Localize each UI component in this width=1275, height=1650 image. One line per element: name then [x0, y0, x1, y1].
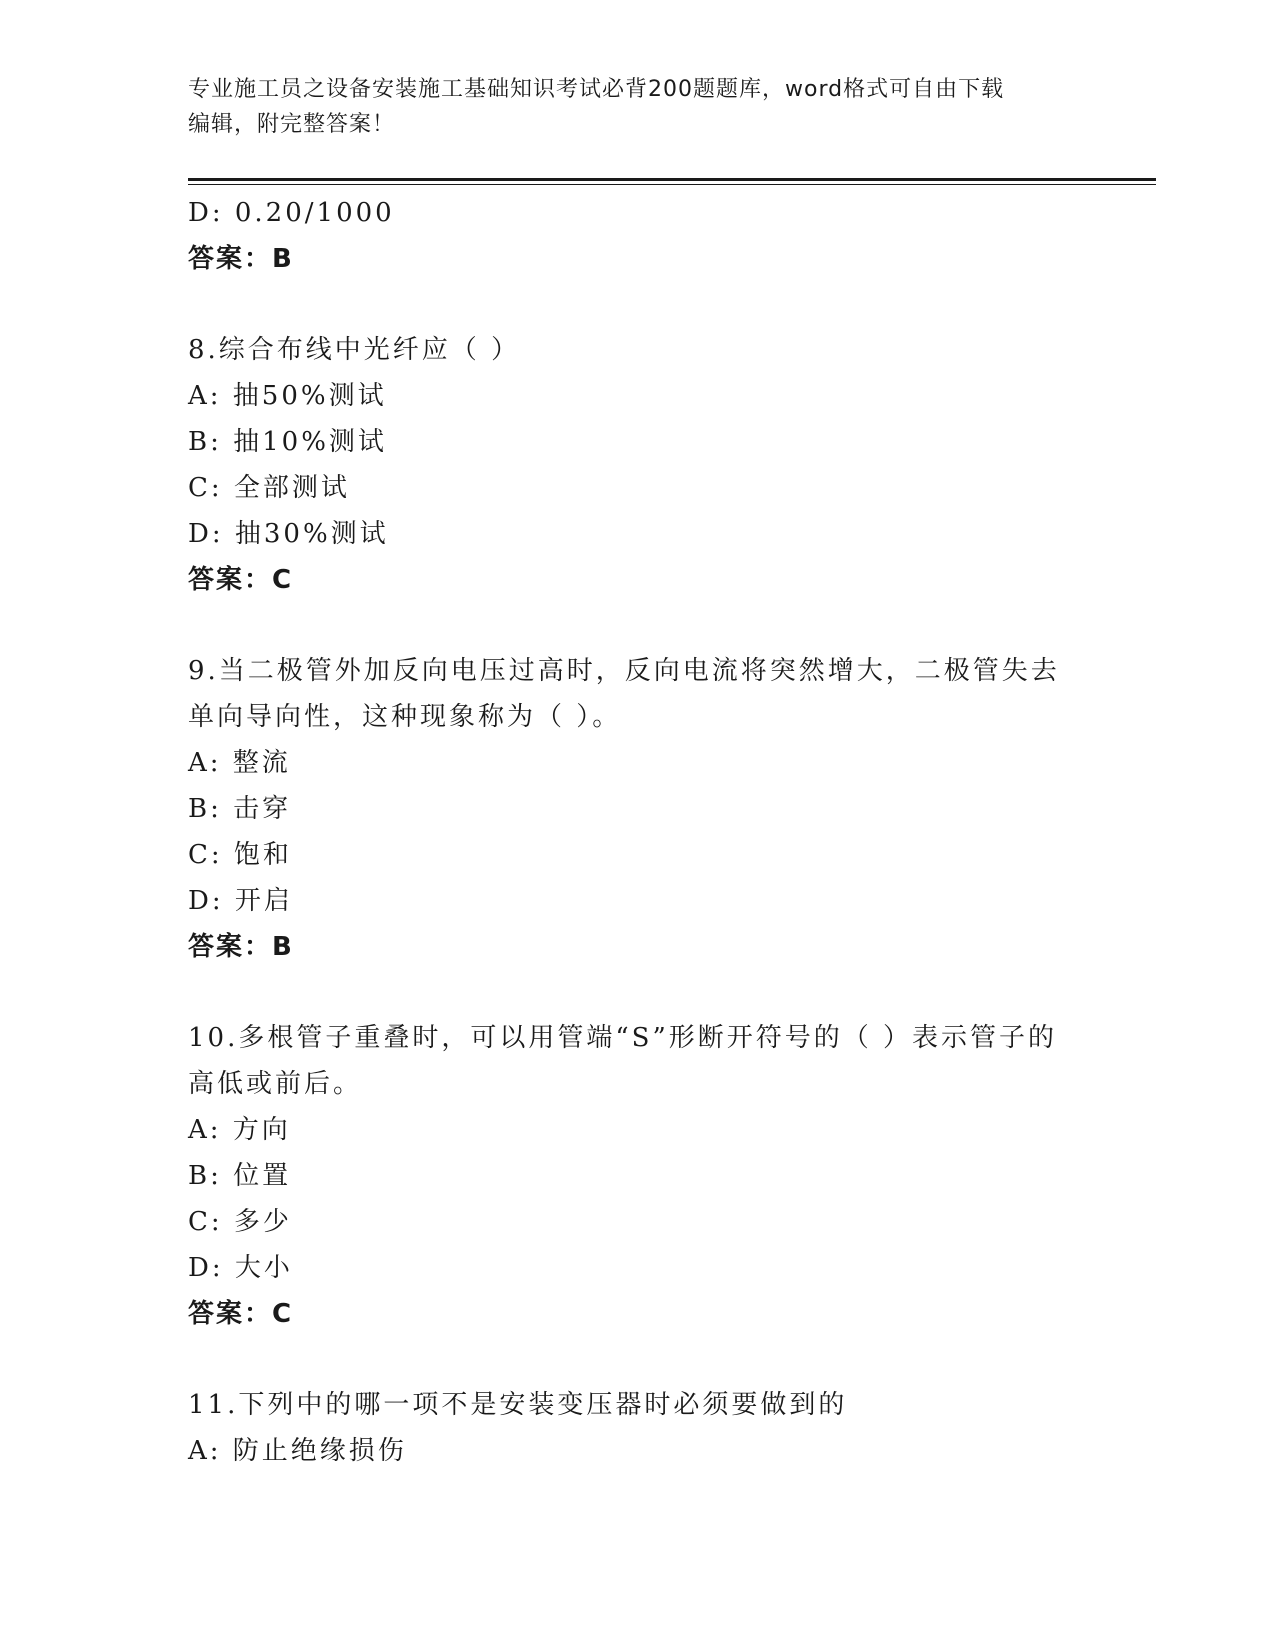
question-list [188, 190, 1088, 1474]
option-d: D: 抽30%测试 [188, 519, 389, 549]
question-text-line-1: 9.当二极管外加反向电压过高时，反向电流将突然增大，二极管失去 [188, 656, 1060, 686]
header-line-1: 专业施工员之设备安装施工基础知识考试必背200题题库，word格式可自由下载 [188, 77, 1005, 102]
answer: 答案：C [188, 565, 294, 595]
option-d: D: 开启 [188, 886, 293, 916]
question-text-line-2: 单向导向性，这种现象称为（ ）。 [188, 702, 622, 732]
answer: 答案：B [188, 932, 294, 962]
option-b: B: 位置 [188, 1161, 292, 1191]
question-text-line-1: 10.多根管子重叠时，可以用管端“S”形断开符号的（ ）表示管子的 [188, 1023, 1058, 1053]
header-line-2: 编辑，附完整答案！ [188, 112, 396, 137]
header-divider-thin [188, 184, 1156, 185]
header-divider-thick [188, 178, 1156, 181]
option-c: C: 饱和 [188, 840, 292, 870]
option-a: A: 整流 [188, 748, 291, 778]
answer: 答案：B [188, 244, 294, 274]
question-8 [188, 327, 1088, 603]
question-10 [188, 1015, 1088, 1337]
option-d: D: 0.20/1000 [188, 198, 395, 228]
option-a: A: 防止绝缘损伤 [188, 1436, 407, 1466]
answer: 答案：C [188, 1299, 294, 1329]
option-a: A: 抽50%测试 [188, 381, 387, 411]
question-11 [188, 1382, 1088, 1474]
option-c: C: 多少 [188, 1207, 292, 1237]
question-text-line-2: 高低或前后。 [188, 1069, 363, 1099]
question-text: 11.下列中的哪一项不是安装变压器时必须要做到的 [188, 1390, 848, 1420]
question-text: 8.综合布线中光纤应（ ） [188, 335, 521, 365]
option-b: B: 击穿 [188, 794, 292, 824]
option-d: D: 大小 [188, 1253, 293, 1283]
question-7-tail [188, 190, 1088, 282]
option-c: C: 全部测试 [188, 473, 350, 503]
question-9 [188, 648, 1088, 970]
document-header [188, 72, 1088, 142]
option-a: A: 方向 [188, 1115, 291, 1145]
option-b: B: 抽10%测试 [188, 427, 387, 457]
